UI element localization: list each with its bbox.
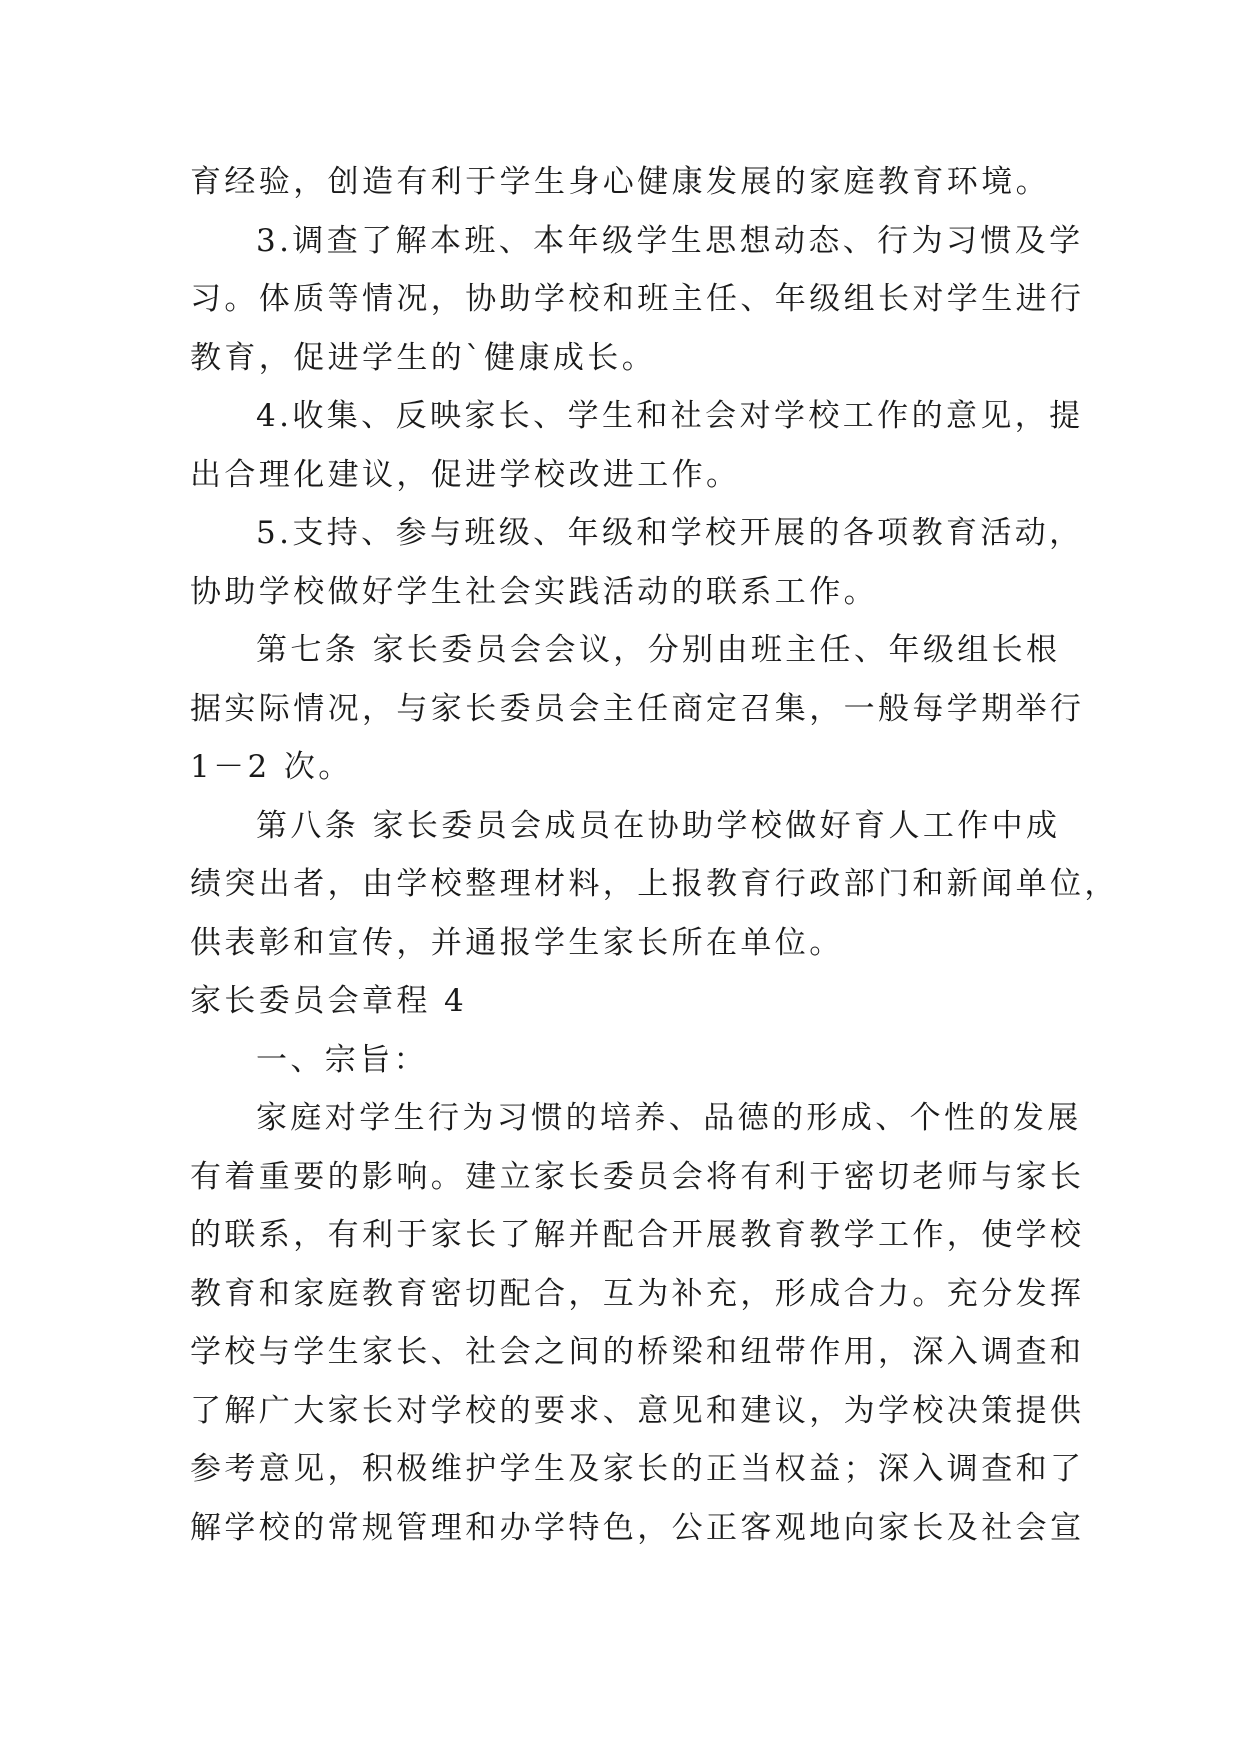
- body-line: 家庭对学生行为习惯的培养、品德的形成、个性的发展: [256, 1100, 1082, 1136]
- body-line: 育经验，创造有利于学生身心健康发展的家庭教育环境。: [190, 164, 1050, 200]
- body-line: 了解广大家长对学校的要求、意见和建议，为学校决策提供: [190, 1392, 1085, 1429]
- body-line: 5.支持、参与班级、年级和学校开展的各项教育活动，: [256, 515, 1084, 551]
- body-line: 教育和家庭教育密切配合，互为补充，形成合力。充分发挥: [190, 1275, 1085, 1312]
- body-line: 的联系，有利于家长了解并配合开展教育教学工作，使学校: [190, 1217, 1085, 1253]
- body-line: 出合理化建议，促进学校改进工作。: [190, 456, 741, 493]
- body-line: 参考意见，积极维护学生及家长的正当权益；深入调查和了: [190, 1451, 1085, 1487]
- body-line: 协助学校做好学生社会实践活动的联系工作。: [190, 573, 878, 610]
- document-body: [190, 153, 1119, 1557]
- subsection-heading: 一、宗旨：: [256, 1041, 428, 1078]
- article-8-line: 第八条 家长委员会成员在协助学校做好育人工作中成: [256, 807, 1061, 844]
- body-line: 学校与学生家长、社会之间的桥梁和纽带作用，深入调查和: [190, 1334, 1085, 1370]
- body-line: 教育，促进学生的`健康成长。: [190, 339, 657, 376]
- body-line: 有着重要的影响。建立家长委员会将有利于密切老师与家长: [190, 1158, 1085, 1195]
- body-line: 据实际情况，与家长委员会主任商定召集，一般每学期举行: [190, 690, 1085, 727]
- body-line: 3.调查了解本班、本年级学生思想动态、行为习惯及学: [256, 222, 1084, 259]
- body-line: 绩突出者，由学校整理材料，上报教育行政部门和新闻单位，: [190, 866, 1119, 902]
- body-line: 4.收集、反映家长、学生和社会对学校工作的意见，提: [256, 398, 1084, 434]
- body-line: 解学校的常规管理和办学特色，公正客观地向家长及社会宣: [190, 1509, 1085, 1546]
- body-line: 供表彰和宣传，并通报学生家长所在单位。: [190, 924, 844, 961]
- article-7-line: 第七条 家长委员会会议，分别由班主任、年级组长根: [256, 632, 1061, 668]
- body-line: 1－2 次。: [190, 749, 353, 785]
- section-heading: 家长委员会章程 4: [190, 983, 468, 1019]
- body-line: 习。体质等情况，协助学校和班主任、年级组长对学生进行: [190, 281, 1085, 317]
